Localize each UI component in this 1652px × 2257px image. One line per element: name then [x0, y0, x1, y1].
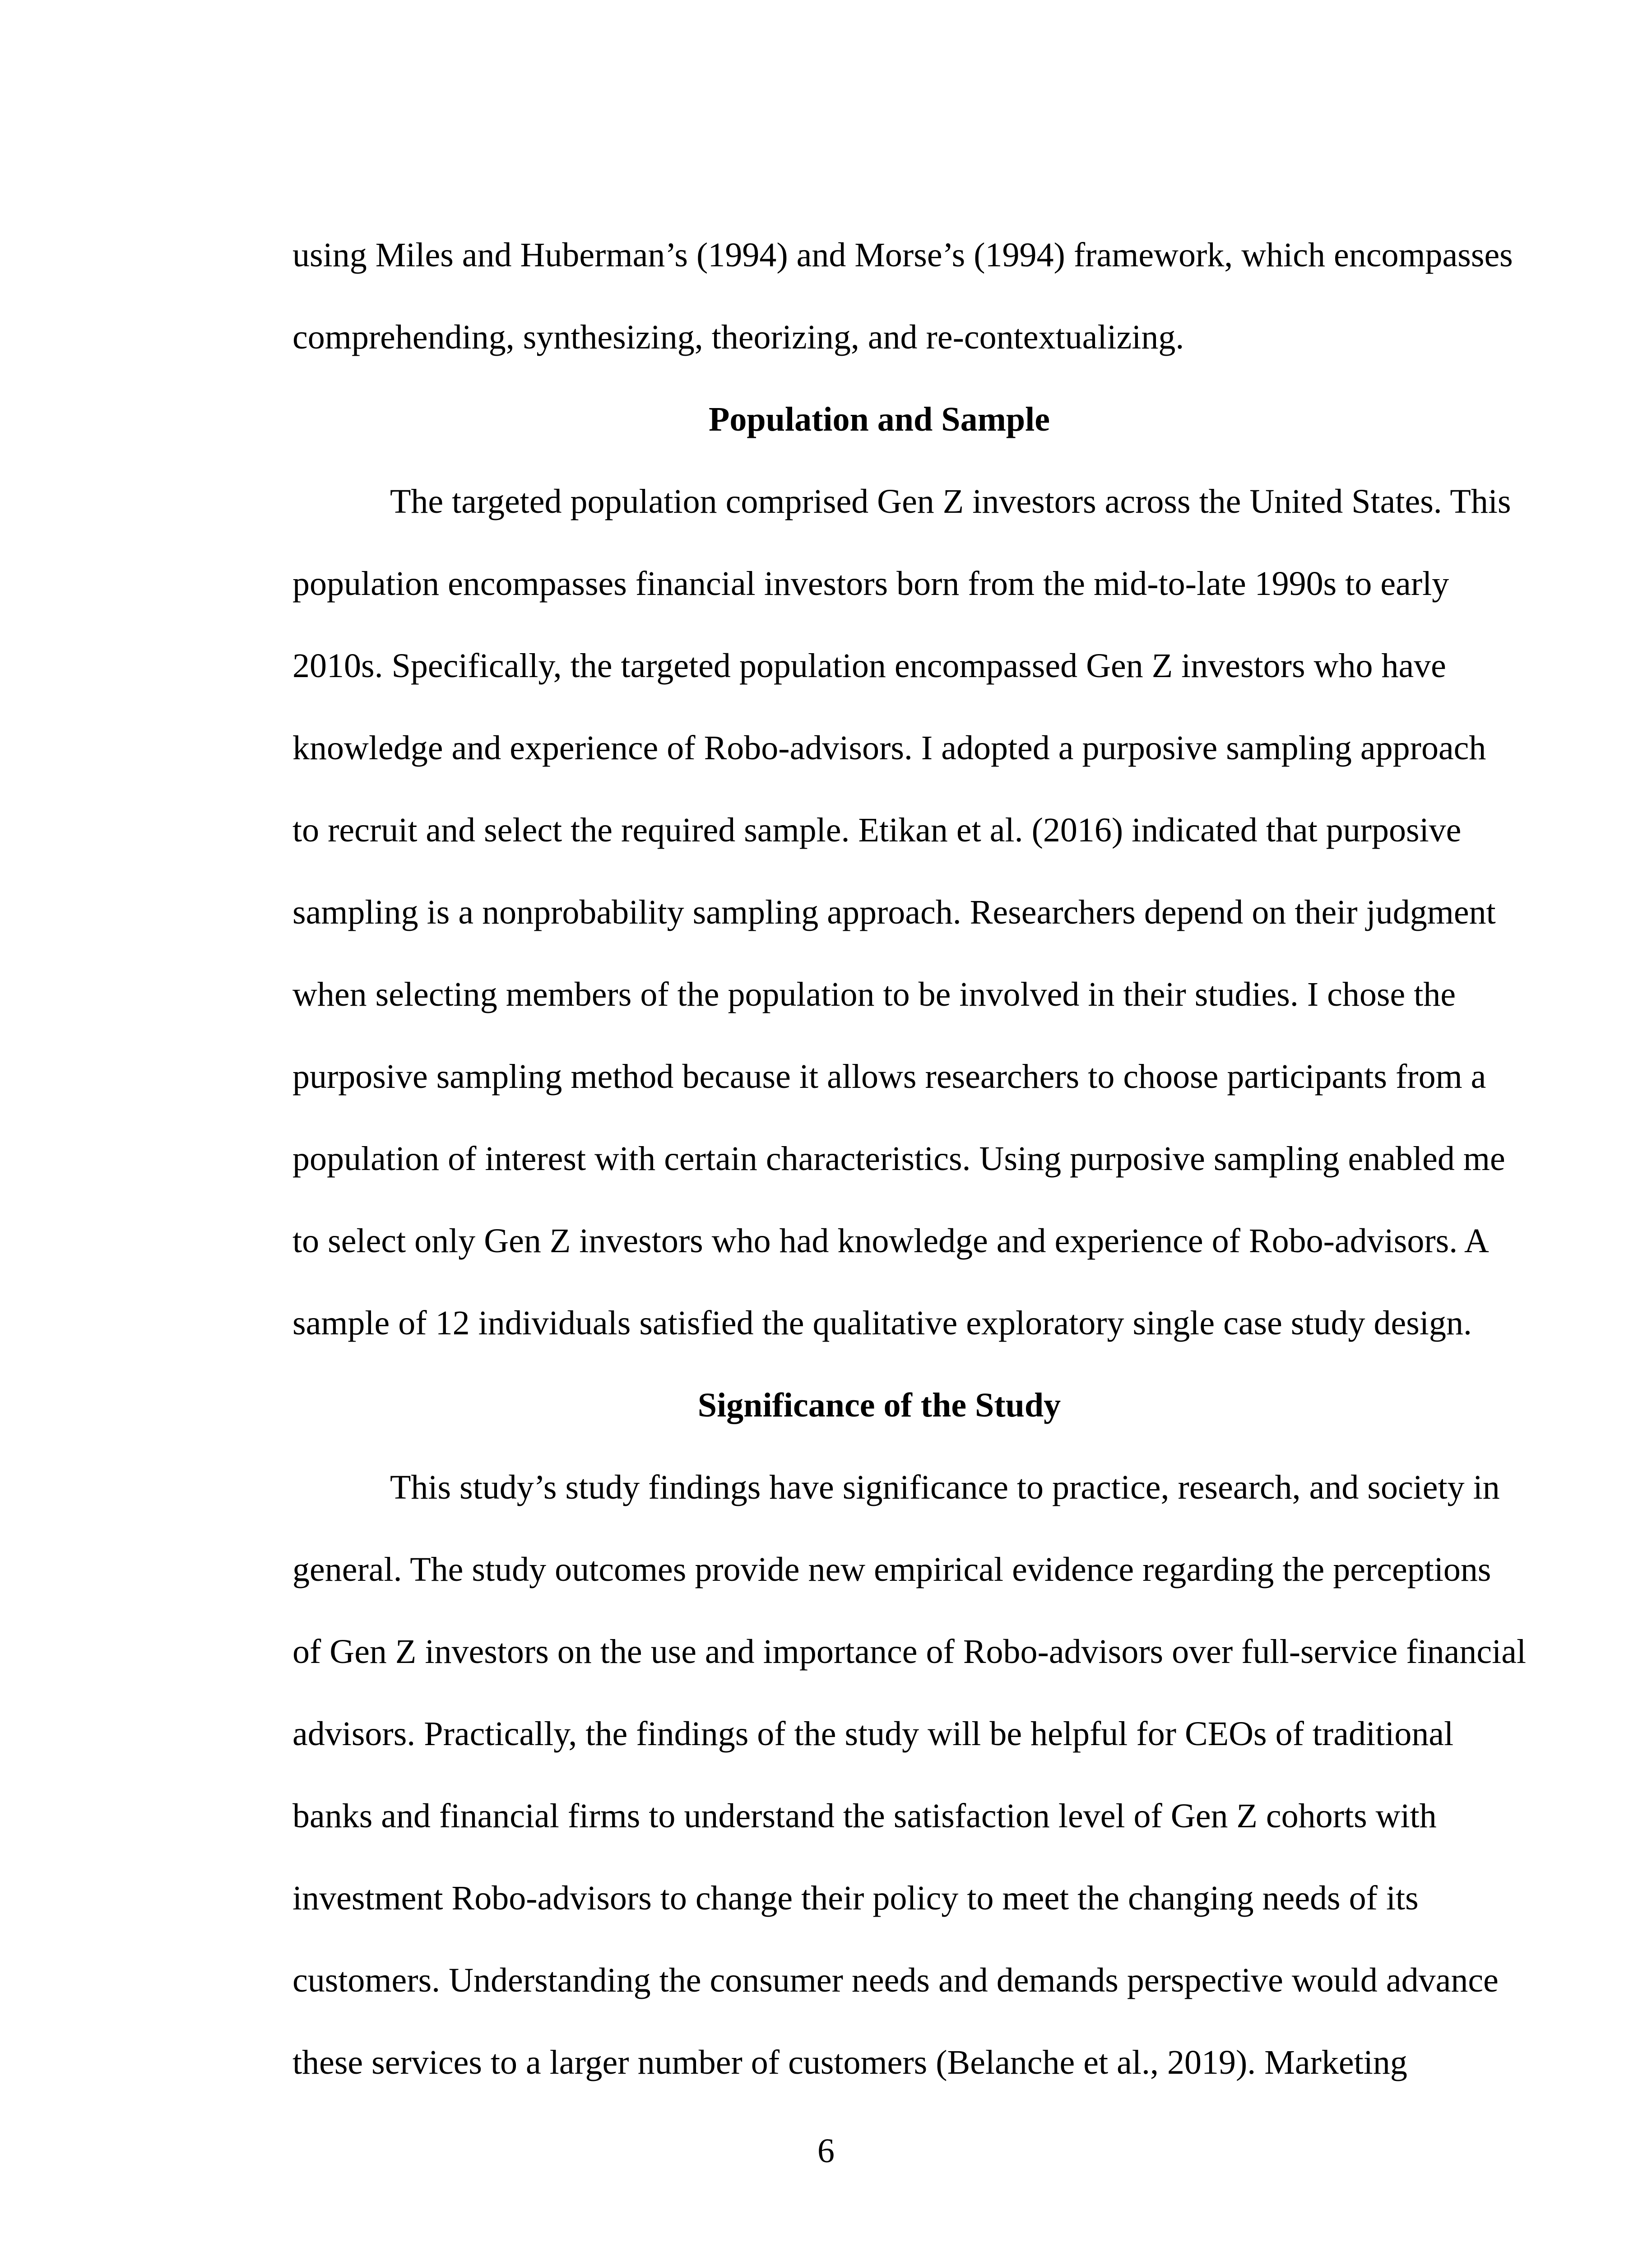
paragraph-line: banks and financial firms to understand the satisfaction level of Gen Z cohorts with — [292, 1797, 1437, 1835]
paragraph-line: population of interest with certain characteristics. Using purposive sampling enabled me — [292, 1140, 1505, 1178]
paragraph-line: purposive sampling method because it allows researchers to choose participants from a — [292, 1058, 1486, 1096]
paragraph-line: knowledge and experience of Robo-advisors. I adopted a purposive sampling approach — [292, 729, 1486, 767]
paragraph-line: using Miles and Huberman’s (1994) and Morse’s (1994) framework, which encompasses — [292, 236, 1513, 274]
paragraph-line: advisors. Practically, the findings of the study will be helpful for CEOs of traditional — [292, 1715, 1454, 1753]
paragraph-line: to select only Gen Z investors who had knowledge and experience of Robo-advisors. A — [292, 1222, 1489, 1260]
paragraph-line: The targeted population comprised Gen Z investors across the United States. This — [390, 483, 1511, 520]
paragraph-line: comprehending, synthesizing, theorizing, and re-contextualizing. — [292, 318, 1184, 356]
paragraph-line: This study’s study findings have significance to practice, research, and society in — [390, 1468, 1500, 1506]
paragraph-line: sample of 12 individuals satisfied the qualitative exploratory single case study design. — [292, 1304, 1472, 1342]
page-number: 6 — [817, 2132, 835, 2170]
paragraph-line: customers. Understanding the consumer needs and demands perspective would advance — [292, 1961, 1499, 1999]
paragraph-line: these services to a larger number of customers (Belanche et al., 2019). Marketing — [292, 2043, 1407, 2081]
paragraph-line: sampling is a nonprobability sampling approach. Researchers depend on their judgment — [292, 893, 1496, 931]
paragraph-line: of Gen Z investors on the use and importance of Robo-advisors over full-service financial — [292, 1633, 1527, 1671]
body-text — [292, 214, 1527, 2104]
paragraph-line: investment Robo-advisors to change their policy to meet the changing needs of its — [292, 1879, 1419, 1917]
section-heading-significance-of-the-study: Significance of the Study — [697, 1386, 1061, 1424]
paragraph-line: 2010s. Specifically, the targeted population encompassed Gen Z investors who have — [292, 647, 1446, 685]
paragraph-line: to recruit and select the required sample. Etikan et al. (2016) indicated that purposive — [292, 811, 1462, 849]
paragraph-line: general. The study outcomes provide new empirical evidence regarding the perceptions — [292, 1551, 1491, 1588]
paragraph-line: population encompasses financial investors born from the mid-to-late 1990s to early — [292, 565, 1449, 603]
paragraph-line: when selecting members of the population to be involved in their studies. I chose the — [292, 975, 1456, 1013]
section-heading-population-and-sample: Population and Sample — [709, 400, 1050, 438]
